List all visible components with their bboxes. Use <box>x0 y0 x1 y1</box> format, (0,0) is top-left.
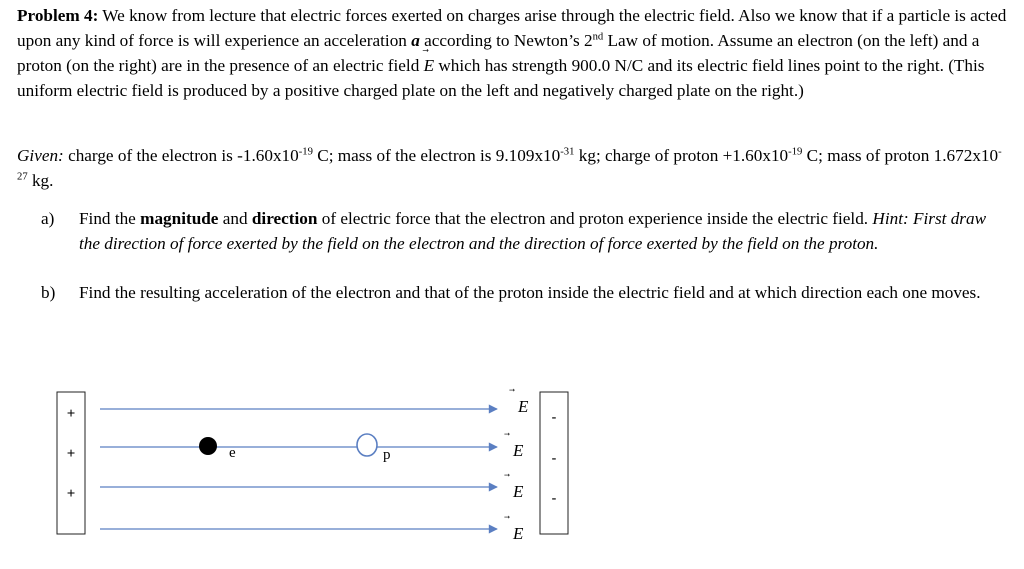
minus-sign: - <box>551 491 557 506</box>
field-vector-symbol: E <box>423 56 435 75</box>
given-exp-4: -27 <box>17 146 1002 183</box>
electron <box>199 437 217 455</box>
qa-text-2: and <box>218 209 252 228</box>
svg-text:E: E <box>513 524 524 543</box>
svg-text:⃗ <box>504 515 510 519</box>
given-exp-1: -19 <box>298 146 313 158</box>
problem-text-4: which has strength 900.0 N/C and its electric field lines point to the right. (This uniform electric field is produced by a positive charged plate on the left and negatively charged plate on the right.) <box>17 56 985 100</box>
given-text-4: C; mass of proton 1.672x10 <box>802 146 999 165</box>
acceleration-symbol: a <box>411 31 420 50</box>
plus-sign: + <box>66 406 76 422</box>
given-text-3: kg; charge of proton +1.60x10 <box>574 146 789 165</box>
svg-text:E: E <box>513 441 524 460</box>
problem-label: Problem 4: <box>17 6 99 25</box>
svg-text:⃗ <box>504 432 510 436</box>
qa-text-1: Find the <box>79 209 141 228</box>
question-b-text: Find the resulting acceleration of the electron and that of the proton inside the electric field and at which direction each one moves. <box>79 283 981 302</box>
minus-sign: - <box>551 451 557 466</box>
problem-text-1: We know from lecture that electric forces exerted on charges arise through the electric field. Also we know that if a particle is acted upon any kind of force is will experience an acceleration <box>17 6 1007 50</box>
problem-text-2: according to Newton’s 2 <box>419 31 593 50</box>
field-label <box>509 388 529 416</box>
ordinal-superscript: nd <box>592 31 604 43</box>
given-text-2: C; mass of the electron is 9.109x10 <box>312 146 561 165</box>
qa-text-3: of electric force that the electron and proton experience inside the electric field. <box>317 209 873 228</box>
proton-label: p <box>383 447 391 463</box>
minus-sign: - <box>551 410 557 425</box>
svg-text:⃗ <box>509 388 515 392</box>
problem-text-3: Law of motion. Assume an electron (on the left) and a proton (on the right) are in the presence of an electric field <box>17 31 980 75</box>
given-exp-2: -31 <box>560 146 575 158</box>
given-label: Given: <box>17 146 64 165</box>
field-label <box>504 473 524 501</box>
electron-label: e <box>229 445 236 461</box>
svg-text:⃗ <box>504 473 510 477</box>
qa-bold-direction: direction <box>251 209 318 228</box>
proton <box>357 434 377 456</box>
svg-text:E: E <box>513 482 524 501</box>
qa-bold-magnitude: magnitude <box>140 209 219 228</box>
plus-sign: + <box>66 446 76 462</box>
plus-sign: + <box>66 486 76 502</box>
given-text-5: kg. <box>27 171 54 190</box>
given-exp-3: -19 <box>788 146 803 158</box>
given-text-1: charge of the electron is -1.60x10 <box>63 146 299 165</box>
field-label <box>504 432 524 460</box>
svg-text:E: E <box>518 397 529 416</box>
field-label <box>504 515 524 543</box>
qa-hint: Hint: First draw the direction of force exerted by the field on the electron and the direction of force exerted by the field on the proton. <box>79 209 987 253</box>
question-b-label: b) <box>41 283 56 302</box>
question-a-label: a) <box>41 209 55 228</box>
